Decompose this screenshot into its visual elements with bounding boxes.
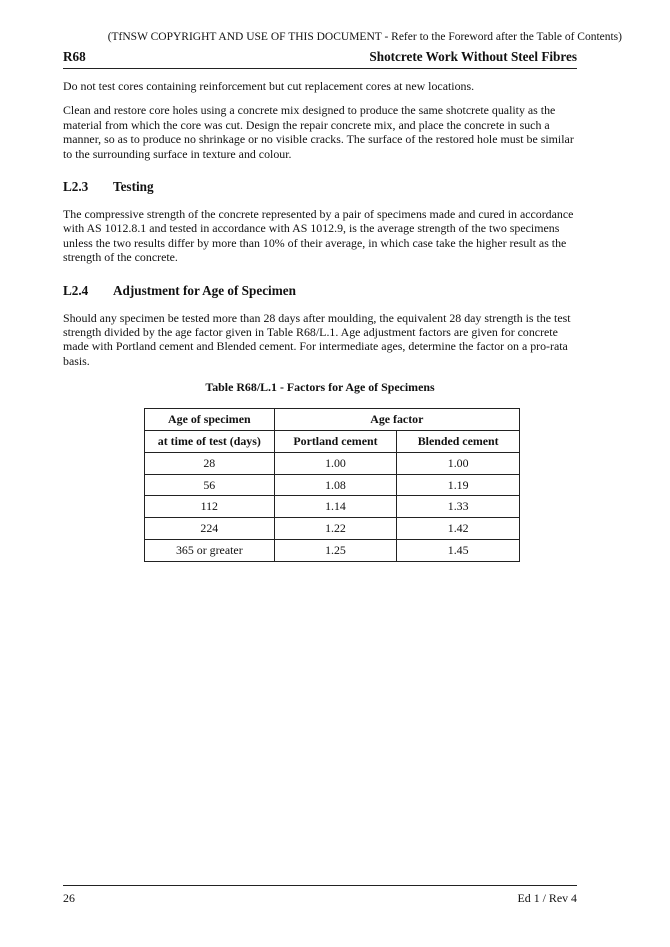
table-row: [145, 518, 520, 540]
cell-age: 28: [145, 452, 275, 474]
header-blended: Blended cement: [397, 431, 520, 453]
cell-blended: 1.42: [397, 518, 520, 540]
header-age-line1: Age of specimen: [145, 409, 275, 431]
header-portland: Portland cement: [274, 431, 397, 453]
cell-blended: 1.19: [397, 474, 520, 496]
cell-portland: 1.00: [274, 452, 397, 474]
page-footer: [63, 885, 577, 905]
table-row: [145, 496, 520, 518]
table-row: [145, 452, 520, 474]
cell-blended: 1.33: [397, 496, 520, 518]
cell-age: 56: [145, 474, 275, 496]
paragraph-adjustment: Should any specimen be tested more than 28 days after moulding, the equivalent 28 day strength is the test strength divided by the age factor given in Table R68/L.1. Age adjustment factors are given for concrete made with Portland cement and Blended cement. For intermediate ages, determine the factor on a pro-rata basis.: [63, 310, 571, 368]
cell-portland: 1.08: [274, 474, 397, 496]
table-header-row: [145, 409, 520, 431]
cell-portland: 1.22: [274, 518, 397, 540]
paragraph-restore: Clean and restore core holes using a concrete mix designed to produce the same shotcrete quality as the material from which the core was cut. Design the repair concrete mix, and place the concrete in such a manner, so as to produce no shrinkage or no visible cracks. The surface of the restored hole must be similar to the surrounding surface in texture and colour.: [63, 103, 574, 161]
page-header: [63, 47, 577, 69]
paragraph-cores: Do not test cores containing reinforcement but cut replacement cores at new locations.: [63, 79, 475, 93]
table-row: [145, 540, 520, 562]
header-age-line2: at time of test (days): [145, 431, 275, 453]
table-row: [145, 474, 520, 496]
section-number: L2.4: [63, 282, 89, 298]
cell-age: 224: [145, 518, 275, 540]
section-title: Testing: [113, 179, 154, 195]
edition-label: Ed 1 / Rev 4: [517, 891, 577, 905]
cell-portland: 1.14: [274, 496, 397, 518]
page-number: 26: [63, 891, 75, 905]
cell-portland: 1.25: [274, 540, 397, 562]
table-caption: Table R68/L.1 - Factors for Age of Specimens: [205, 380, 435, 395]
table-subheader-row: [145, 431, 520, 453]
paragraph-testing: The compressive strength of the concrete represented by a pair of specimens made and cured in accordance with AS 1012.8.1 and tested in accordance with AS 1012.9, is the average strength of the two specimens unless the two results differ by more than 10% of their average, in which case take the higher result as the strength of the concrete.: [63, 207, 574, 265]
section-heading-adjustment: [63, 283, 577, 299]
section-number: L2.3: [63, 179, 89, 195]
cell-age: 112: [145, 496, 275, 518]
cell-blended: 1.00: [397, 452, 520, 474]
spec-title: Shotcrete Work Without Steel Fibres: [369, 49, 577, 64]
header-age-factor: Age factor: [274, 409, 519, 431]
spec-code: R68: [63, 49, 86, 64]
section-heading-testing: [63, 179, 577, 195]
cell-age: 365 or greater: [145, 540, 275, 562]
section-title: Adjustment for Age of Specimen: [113, 282, 296, 298]
page-content: [63, 79, 577, 562]
age-factor-table: [144, 408, 520, 562]
cell-blended: 1.45: [397, 540, 520, 562]
copyright-notice: (TfNSW COPYRIGHT AND USE OF THIS DOCUMENT - Refer to the Foreword after the Table of Contents): [107, 31, 622, 43]
